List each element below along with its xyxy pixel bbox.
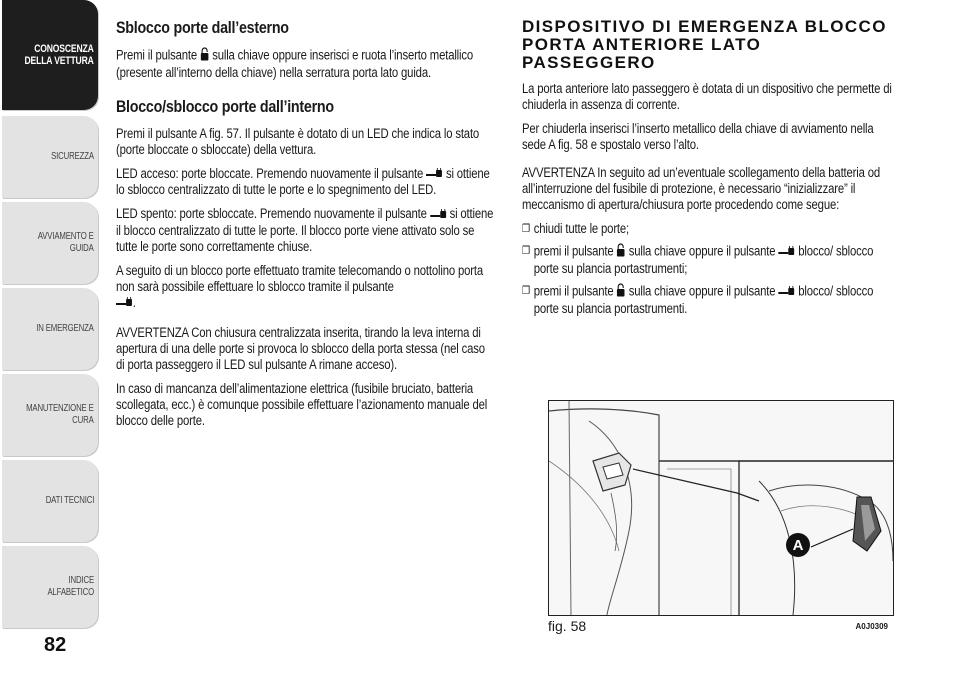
paragraph: In caso di mancanza dell’alimentazione elettrica (fusibile bruciato, batteria scollegata, ecc.) è comunque possibile effettuare l’azionamento manuale del blocco delle porte. xyxy=(116,381,488,429)
door-lock-illustration xyxy=(549,401,893,615)
paragraph: A seguito di un blocco porte effettuato tramite telecomando o nottolino porta non sarà possibile effettuare lo sblocco tramite il pulsante . xyxy=(116,262,484,310)
figure-label: fig. 58 xyxy=(548,618,587,634)
paragraph: LED spento: porte sbloccate. Premendo nuovamente il pulsante si ottiene il blocco centralizzato di tutte le porte. Il blocco porte viene attivato solo se tutte le porte sono correttamente chiuse. xyxy=(116,206,494,254)
tab-conoscenza[interactable] xyxy=(2,0,98,110)
paragraph: Premi il pulsante A fig. 57. Il pulsante è dotato di un LED che indica lo stato (porte bloccate o sbloccate) della vettura. xyxy=(116,126,480,157)
checkbox-bullet-icon: ❐ xyxy=(522,222,531,235)
tab-label: IN EMERGENZA xyxy=(36,323,94,334)
car-lock-icon xyxy=(426,166,443,182)
lock-icon xyxy=(616,283,625,301)
paragraph: La porta anteriore lato passeggero è dotata di un dispositivo che permette di chiuderla in assenza di corrente. xyxy=(522,81,892,112)
car-lock-icon xyxy=(778,244,795,260)
figure-code: A0J0309 xyxy=(855,621,888,631)
tab-indice[interactable] xyxy=(2,546,98,628)
warning-paragraph: AVVERTENZA Con chiusura centralizzata inserita, tirando la leva interna di apertura di una delle porte si provoca lo sblocco della porta stessa (nel caso di porta passeggero il LED sul pulsante A rimane acceso). xyxy=(116,325,485,373)
page-number: 82 xyxy=(44,634,67,656)
tab-label: SICUREZZA xyxy=(51,151,94,162)
tab-label: AVVIAMENTO E GUIDA xyxy=(38,231,94,254)
list-item: ❐ premi il pulsante sulla chiave oppure il pulsante blocco/ sblocco porte su plancia portastrumenti; xyxy=(522,243,874,276)
lock-icon xyxy=(200,47,209,65)
lock-icon xyxy=(616,243,625,261)
tab-emergenza[interactable] xyxy=(2,288,98,370)
list-item: ❐ premi il pulsante sulla chiave oppure il pulsante blocco/ sblocco porte su plancia portastrumenti. xyxy=(522,283,874,316)
car-lock-icon xyxy=(116,295,133,311)
section-title: Sblocco porte dall’esterno xyxy=(116,18,289,37)
checkbox-bullet-icon: ❐ xyxy=(522,244,531,257)
warning-paragraph: AVVERTENZA In seguito ad un’eventuale scollegamento della batteria od all’interruzione del fusibile di protezione, è necessario “inizializzare” il meccanismo di apertura/chiusura porte procedendo come segue: xyxy=(522,165,881,212)
tab-label: MANUTENZIONE E CURA xyxy=(26,403,94,426)
tab-avviamento[interactable] xyxy=(2,202,98,284)
tab-manutenzione[interactable] xyxy=(2,374,98,456)
paragraph: Premi il pulsante sulla chiave oppure inserisci e ruota l’inserto metallico (presente all’interno della chiave) nella serratura porta lato guida. xyxy=(116,47,474,80)
right-column xyxy=(522,18,897,323)
checkbox-bullet-icon: ❐ xyxy=(522,284,531,297)
paragraph: Per chiuderla inserisci l’inserto metallico della chiave di avviamento nella sede A fig. 58 e spostalo verso l’alto. xyxy=(522,121,874,152)
figure-58 xyxy=(548,400,894,616)
callout-a: A xyxy=(786,533,810,557)
tab-sicurezza[interactable] xyxy=(2,116,98,198)
tab-label: DATI TECNICI xyxy=(45,495,94,506)
tab-label: INDICE ALFABETICO xyxy=(47,575,94,598)
left-column xyxy=(116,18,496,437)
section-heading: DISPOSITIVO DI EMERGENZA BLOCCO PORTA ANTERIORE LATO PASSEGGERO xyxy=(522,17,887,72)
chapter-sidebar xyxy=(0,0,100,686)
figure-caption xyxy=(548,618,892,634)
tab-label: CONOSCENZA DELLA VETTURA xyxy=(24,43,94,67)
tab-dati-tecnici[interactable] xyxy=(2,460,98,542)
section-title: Blocco/sblocco porte dall’interno xyxy=(116,97,334,116)
paragraph: LED acceso: porte bloccate. Premendo nuovamente il pulsante si ottiene lo sblocco centralizzato di tutte le porte e lo spegnimento del LED. xyxy=(116,166,490,198)
car-lock-icon xyxy=(778,284,795,300)
list-item: ❐ chiudi tutte le porte; xyxy=(522,221,630,236)
car-lock-icon xyxy=(430,207,447,223)
